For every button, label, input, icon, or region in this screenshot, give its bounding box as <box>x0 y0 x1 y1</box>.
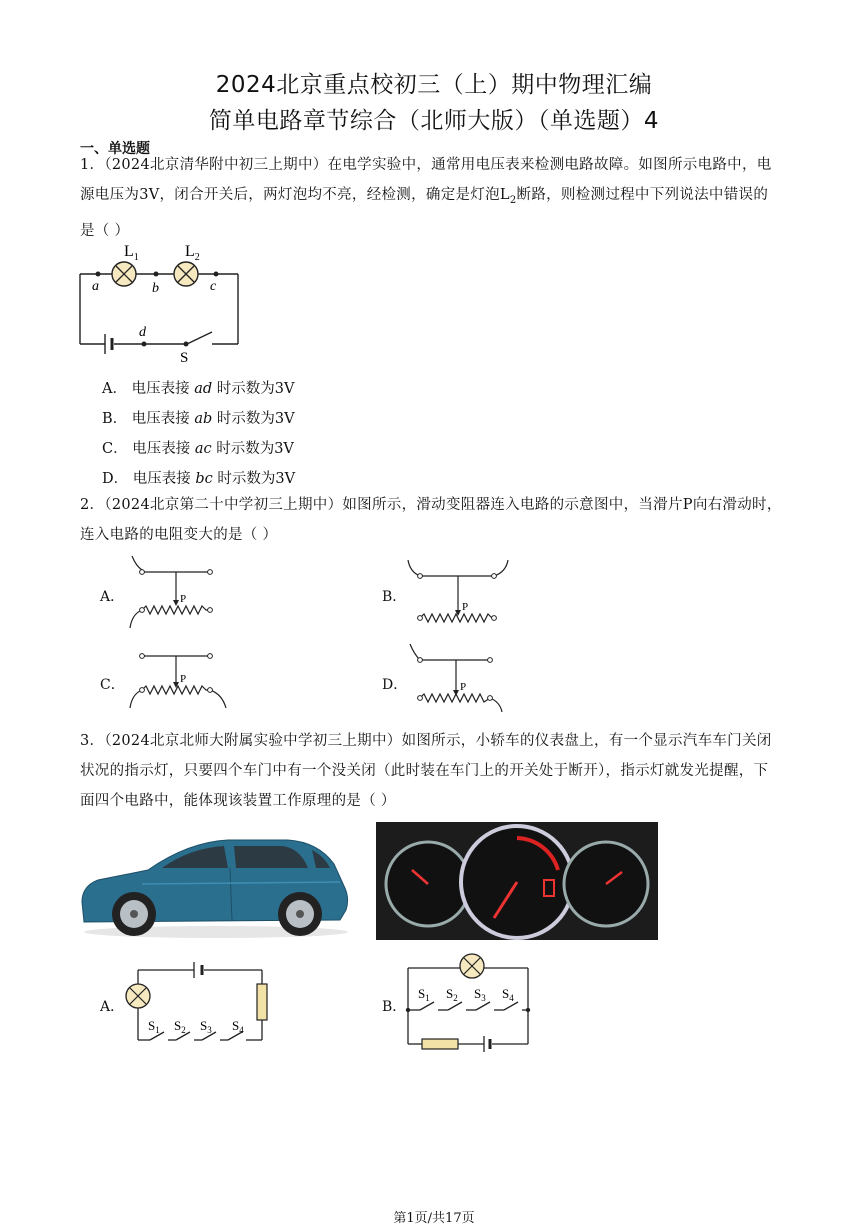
q3-line1: 3．（2024北京北师大附属实验中学初三上期中）如图所示，小轿车的仪表盘上，有一个显示汽车车门关闭 <box>80 733 772 749</box>
svg-text:S: S <box>180 350 189 366</box>
q1-option-d: D． 电压表接 bc 时示数为3V <box>102 471 296 487</box>
q1-circuit-diagram <box>72 236 252 366</box>
q2-rheostat-d <box>404 640 504 714</box>
svg-text:S1: $S_1$ <box>148 1018 160 1035</box>
q2-rheostat-b <box>404 556 514 632</box>
svg-text:S2: $S_2$ <box>174 1018 186 1035</box>
q2-rheostat-a <box>122 552 222 632</box>
svg-text:S1: $S_1$ <box>418 986 430 1003</box>
car-image <box>78 834 352 940</box>
page-subtitle: 简单电路章节综合（北师大版）（单选题）4 <box>208 108 660 134</box>
question-1-text <box>80 150 800 246</box>
svg-text:d: d <box>139 325 146 340</box>
q3-label-b: B． <box>382 999 407 1015</box>
page-title: 2024北京重点校初三（上）期中物理汇编 <box>215 72 653 98</box>
q2-label-a: A． <box>100 589 125 605</box>
q2-rheostat-c <box>122 648 234 714</box>
q1-line3: 是（ ） <box>80 222 130 239</box>
page-footer: 第1页/共17页 <box>393 1211 475 1226</box>
svg-text:S4: $S_4$ <box>232 1018 244 1035</box>
q2-label-d: D． <box>382 677 408 693</box>
q3-circuit-b <box>402 952 536 1056</box>
q1-option-a: A． 电压表接 ad 时示数为3V <box>102 381 295 397</box>
svg-text:c: c <box>210 279 217 294</box>
lamp-l2-icon <box>174 262 198 286</box>
q1-option-b: B． 电压表接 ab 时示数为3V <box>102 411 295 427</box>
q1-line2: 源电压为3V，闭合开关后，两灯泡均不亮，经检测，确定是灯泡$L_2$断路，则检测过程中下列说法中错误的 <box>80 187 769 206</box>
q2-label-c: C． <box>100 677 125 693</box>
svg-text:a: a <box>92 279 99 294</box>
q3-line2: 状况的指示灯，只要四个车门中有一个没关闭（此时装在车门上的开关处于断开），指示灯就发光提醒，下 <box>80 763 769 779</box>
svg-text:L1: $L_1$ <box>124 243 139 263</box>
q1-line1: 1．（2024北京清华附中初三上期中）在电学实验中，通常用电压表来检测电路故障。如图所示电路中，电 <box>80 157 772 173</box>
svg-text:P: P <box>180 673 187 685</box>
q3-label-a: A． <box>100 999 125 1015</box>
q1-option-c: C． 电压表接 ac 时示数为3V <box>102 441 294 457</box>
svg-text:P: P <box>460 681 467 693</box>
question-2-text <box>80 490 800 550</box>
svg-text:b: b <box>152 281 159 296</box>
svg-text:P: P <box>462 601 469 613</box>
lamp-l1-icon <box>112 262 136 286</box>
svg-text:S3: $S_3$ <box>200 1018 212 1035</box>
svg-text:S2: $S_2$ <box>446 986 458 1003</box>
svg-text:P: P <box>180 593 187 605</box>
q2-line1: 2．（2024北京第二十中学初三上期中）如图所示，滑动变阻器连入电路的示意图中，当滑片P向右滑动时， <box>80 497 782 513</box>
svg-text:S4: $S_4$ <box>502 986 514 1003</box>
q3-circuit-a <box>120 960 280 1050</box>
svg-text:L2: $L_2$ <box>185 243 200 263</box>
svg-text:S3: $S_3$ <box>474 986 486 1003</box>
q3b-lamp-icon <box>460 954 484 978</box>
dashboard-image <box>376 822 658 940</box>
question-3-text <box>80 726 800 816</box>
q3a-lamp-icon <box>126 984 150 1008</box>
section-heading: 一、单选题 <box>80 141 150 157</box>
q2-line2: 连入电路的电阻变大的是（ ） <box>80 527 278 543</box>
q3-line3: 面四个电路中，能体现该装置工作原理的是（ ） <box>80 793 396 809</box>
q2-label-b: B． <box>382 589 407 605</box>
